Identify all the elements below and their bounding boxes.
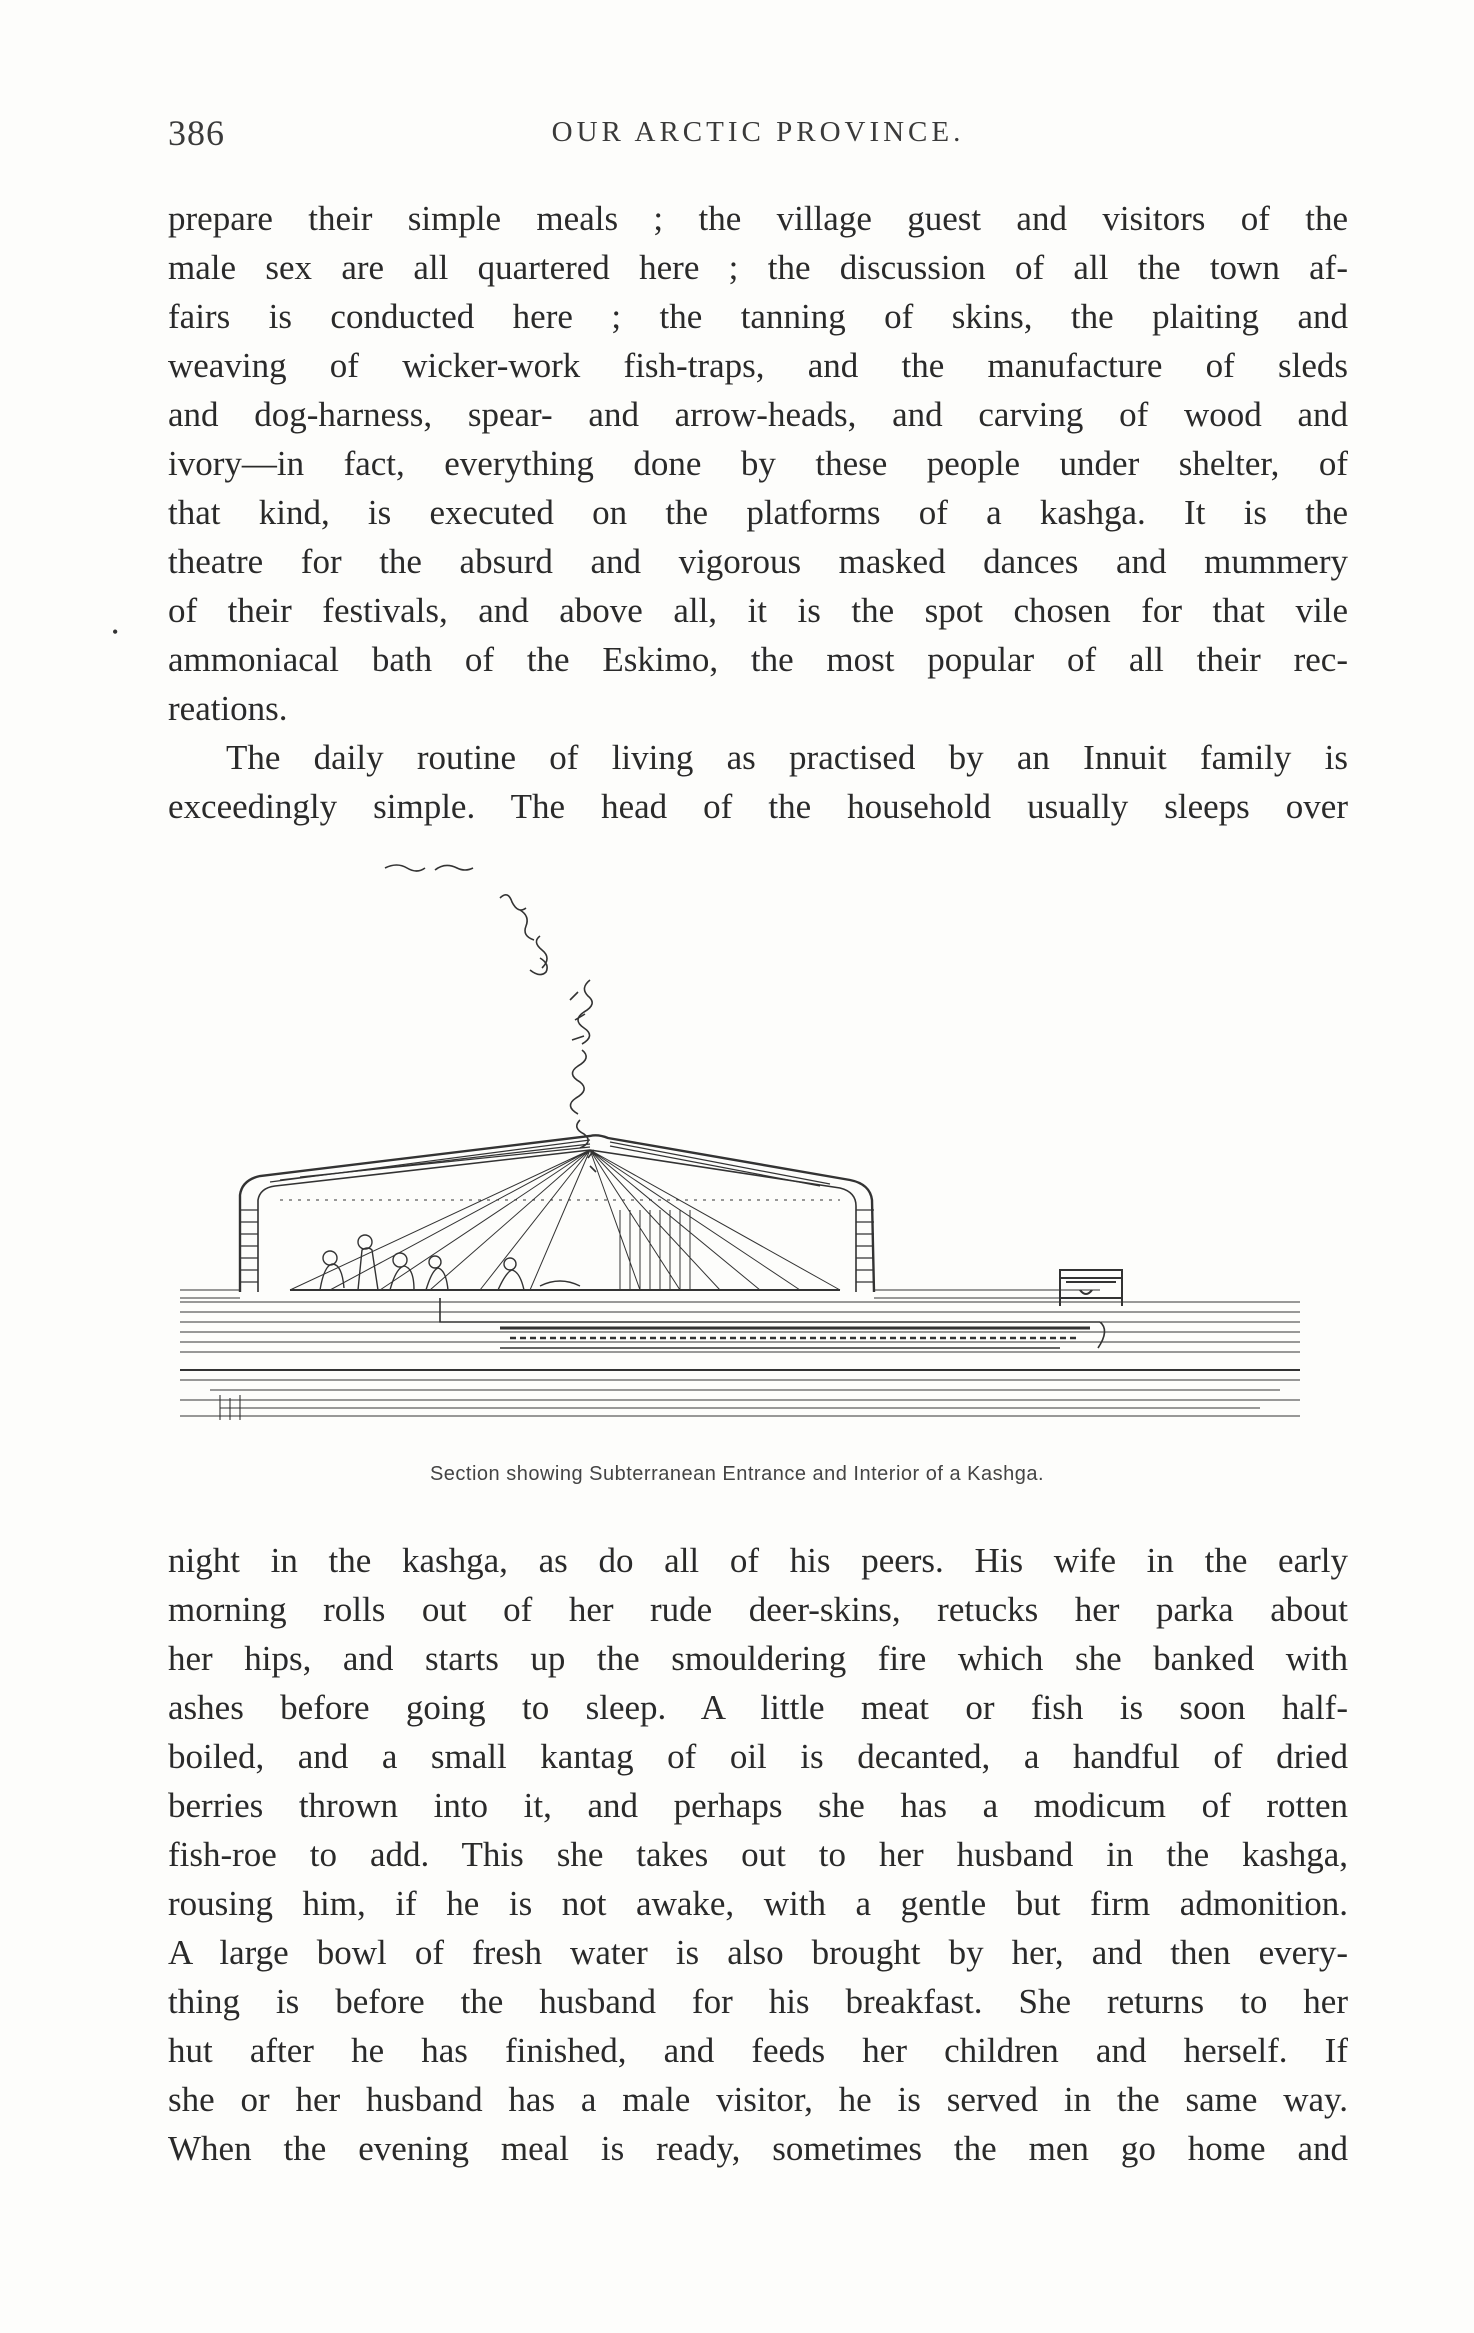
text-line: theatre for the absurd and vigorous masked dances and mummery xyxy=(168,542,1348,581)
text-line: When the evening meal is ready, sometimes the men go home and xyxy=(168,2129,1348,2168)
ground-layers xyxy=(180,1290,1300,1420)
text-line: reations. xyxy=(168,689,288,728)
text-line: rousing him, if he is not awake, with a gentle but firm admonition. xyxy=(168,1884,1348,1923)
page-number: 386 xyxy=(168,113,225,153)
text-line: night in the kashga, as do all of his peers. His wife in the early xyxy=(168,1541,1348,1580)
text-line: prepare their simple meals ; the village guest and visitors of the xyxy=(168,199,1348,238)
running-title: OUR ARCTIC PROVINCE. xyxy=(551,116,965,148)
text-line: hut after he has finished, and feeds her children and herself. If xyxy=(168,2031,1348,2070)
figure-caption: Section showing Subterranean Entrance and Interior of a Kashga. xyxy=(429,1463,1045,1485)
text-line: thing is before the husband for his breakfast. She returns to her xyxy=(168,1982,1348,2021)
text-line: fairs is conducted here ; the tanning of skins, the plaiting and xyxy=(168,297,1348,336)
text-line: male sex are all quartered here ; the discussion of all the town af- xyxy=(168,248,1348,287)
text-line: that kind, is executed on the platforms of a kashga. It is the xyxy=(168,493,1348,532)
text-line: and dog-harness, spear- and arrow-heads, and carving of wood and xyxy=(168,395,1348,434)
entrance-hut xyxy=(1060,1270,1122,1306)
text-line: her hips, and starts up the smouldering fire which she banked with xyxy=(168,1639,1348,1678)
kashga-mound xyxy=(240,1135,874,1292)
margin-mark: • xyxy=(112,622,119,642)
kashga-illustration xyxy=(180,850,1300,1460)
text-line: exceedingly simple. The head of the household usually sleeps over xyxy=(168,787,1348,826)
text-line: ashes before going to sleep. A little meat or fish is soon half- xyxy=(168,1688,1348,1727)
text-line: berries thrown into it, and perhaps she has a modicum of rotten xyxy=(168,1786,1348,1825)
text-line: morning rolls out of her rude deer-skins, retucks her parka about xyxy=(168,1590,1348,1629)
text-line: weaving of wicker-work fish-traps, and the manufacture of sleds xyxy=(168,346,1348,385)
text-line: The daily routine of living as practised by an Innuit family is xyxy=(226,738,1348,777)
text-line: ammoniacal bath of the Eskimo, the most popular of all their rec- xyxy=(168,640,1348,679)
smoke-wisps xyxy=(385,865,596,1172)
paragraph-top xyxy=(168,194,1348,831)
text-line: boiled, and a small kantag of oil is decanted, a handful of dried xyxy=(168,1737,1348,1776)
kashga-section-drawing xyxy=(180,850,1300,1460)
text-line: she or her husband has a male visitor, he is served in the same way. xyxy=(168,2080,1348,2119)
text-line: fish-roe to add. This she takes out to her husband in the kashga, xyxy=(168,1835,1348,1874)
text-line: of their festivals, and above all, it is the spot chosen for that vile xyxy=(168,591,1348,630)
text-line: ivory—in fact, everything done by these people under shelter, of xyxy=(168,444,1348,483)
text-line: A large bowl of fresh water is also brought by her, and then every- xyxy=(168,1933,1348,1972)
paragraph-bottom xyxy=(168,1536,1348,2173)
page-header xyxy=(168,112,1348,162)
subterranean-tunnel xyxy=(440,1298,1105,1348)
